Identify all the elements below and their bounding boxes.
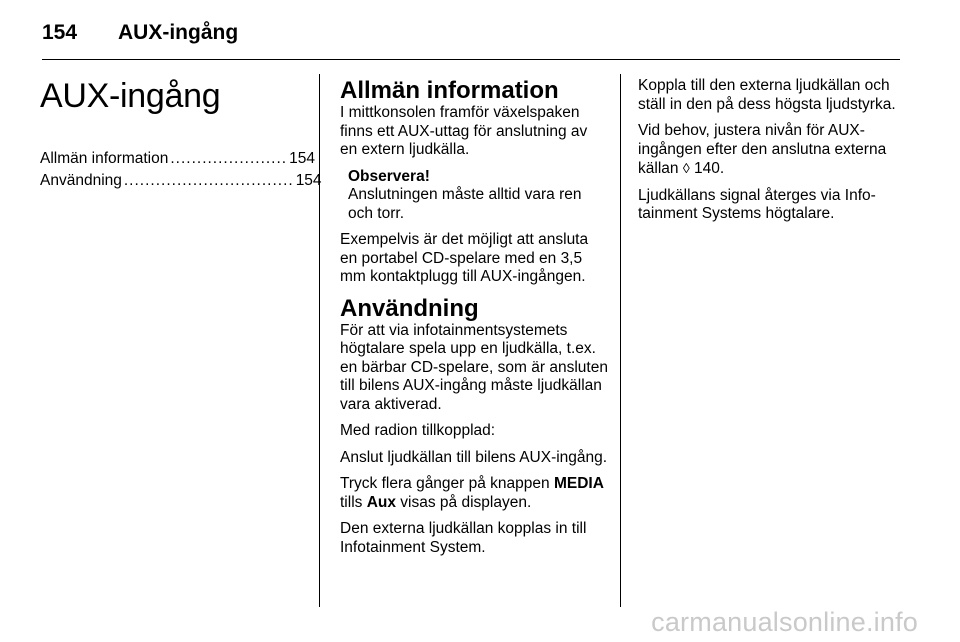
paragraph-with-reference — [638, 122, 908, 179]
text-run: tills — [340, 493, 367, 511]
media-button-label: MEDIA — [553, 475, 604, 492]
paragraph: Exempelvis är det möjligt att ansluta en portabel CD-spelare med en 3,5 mm kontaktplugg till AUX-ingången. — [340, 231, 589, 285]
page-reference-icon: ◊ — [682, 160, 690, 176]
paragraph-media-instruction — [340, 475, 608, 512]
note-heading: Observera! — [348, 167, 430, 185]
paragraph: Med radion tillkopplad: — [340, 422, 496, 439]
text-run: Tryck flera gånger på knappen — [340, 475, 554, 492]
paragraph: Koppla till den externa ljudkällan och ställ in den på dess högsta ljudstyrka. — [638, 77, 896, 113]
toc-label: Allmän information — [40, 150, 169, 167]
note-text: Anslutningen måste alltid vara ren och torr. — [348, 186, 582, 222]
page-reference-link[interactable]: 140. — [689, 160, 725, 177]
column-divider-1 — [319, 74, 320, 607]
toc-page: 154 — [289, 150, 315, 167]
toc-dots: ...................... — [170, 150, 288, 167]
section-heading-usage: Användning — [340, 294, 479, 322]
content-column-3 — [638, 77, 908, 232]
page-number: 154 — [42, 21, 78, 44]
paragraph: Ljudkällans signal återges via Infotainment Systems högtalare. — [638, 186, 876, 222]
watermark: carmanualsonline.info — [651, 607, 918, 637]
content-column-2 — [340, 77, 608, 565]
text-run: Vid behov, justera nivån för AUX-ingången efter den anslutna externa källan — [638, 122, 887, 177]
text-run: visas på displayen. — [396, 493, 532, 511]
chapter-title: AUX-ingång — [40, 77, 221, 115]
toc-label: Användning — [40, 172, 122, 189]
paragraph: Anslut ljudkällan till bilens AUX-ingång. — [340, 448, 608, 466]
running-header-title: AUX-ingång — [118, 21, 239, 44]
section-heading-general: Allmän information — [340, 77, 559, 104]
toc-entry-general[interactable] — [40, 148, 315, 170]
chapter-toc — [40, 148, 322, 192]
toc-entry-usage[interactable] — [40, 170, 322, 192]
toc-dots: ................................ — [123, 172, 294, 189]
toc-page: 154 — [295, 172, 322, 189]
paragraph: I mittkonsolen framför växelspaken finns ett AUX-uttag för anslutning av en extern ljudkälla. — [340, 104, 588, 158]
paragraph: För att via infotainmentsystemets högtalare spela upp en ljudkälla, t.ex. en bärbar CD-spelare, som är ansluten till bilens AUX-ingång måste ljudkällan vara aktiverad. — [340, 321, 608, 413]
header-rule — [42, 59, 900, 60]
column-divider-2 — [620, 74, 621, 607]
aux-display-label: Aux — [366, 493, 396, 511]
paragraph: Den externa ljudkällan kopplas in till Infotainment System. — [340, 520, 587, 556]
note-box — [348, 168, 608, 224]
chapter-column — [40, 77, 322, 192]
